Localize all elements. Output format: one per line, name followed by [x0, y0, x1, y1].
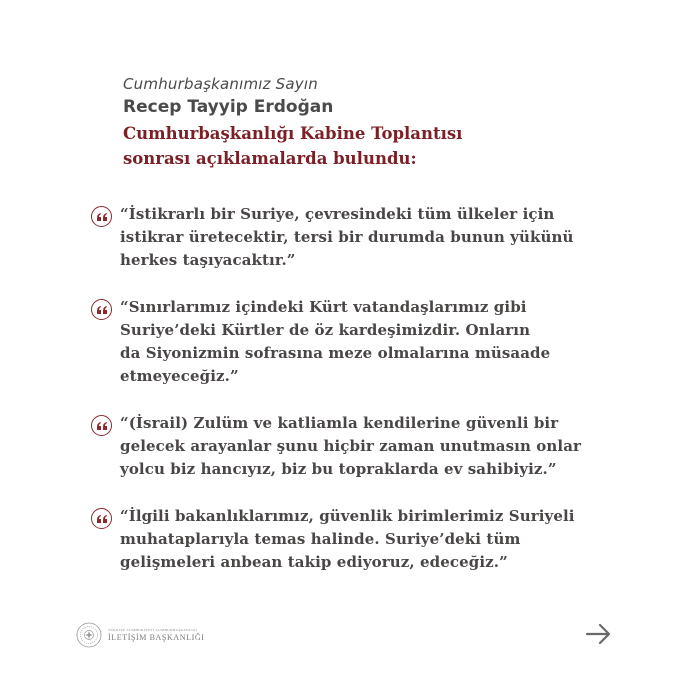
quote-icon	[91, 206, 112, 227]
quote-text: “İlgili bakanlıklarımız, güvenlik birimlerimiz Suriyeli muhataplarıyla temas halinde. Suriye’deki tüm gelişmeleri anbean takip ediyoruz, edeceğiz.”	[120, 507, 575, 571]
quote-icon	[91, 508, 112, 529]
headline: Cumhurbaşkanlığı Kabine Toplantısı sonrası açıklamalarda bulundu:	[123, 124, 463, 168]
logo-main-text: İLETİŞİM BAŞKANLIĞI	[108, 632, 205, 642]
speaker-name: Recep Tayyip Erdoğan	[123, 97, 334, 117]
quote-item	[91, 296, 611, 388]
subtitle: Cumhurbaşkanımız Sayın	[123, 75, 318, 93]
quote-item	[91, 412, 611, 481]
arrow-right-icon[interactable]	[585, 620, 613, 648]
quote-list	[91, 203, 611, 574]
quote-icon	[91, 415, 112, 436]
quote-text: “Sınırlarımız içindeki Kürt vatandaşlarımız gibi Suriye’deki Kürtler de öz kardeşimizdir. Onların da Siyonizmin sofrasına meze olmalarına müsaade etmeyeceğiz.”	[120, 298, 551, 385]
quote-item	[91, 505, 611, 574]
iletisim-baskanligi-logo	[76, 622, 205, 648]
quote-icon	[91, 299, 112, 320]
quote-item	[91, 203, 611, 272]
logo-small-text: TÜRKİYE CUMHURİYETİ CUMHURBAŞKANLIĞI	[108, 627, 198, 632]
quote-text: “İstikrarlı bir Suriye, çevresindeki tüm ülkeler için istikrar üretecektir, tersi bir durumda bunun yükünü herkes taşıyacaktır.”	[120, 205, 574, 269]
post-header	[123, 74, 643, 171]
seal-icon	[76, 622, 102, 648]
quote-text: “(İsrail) Zulüm ve katliamla kendilerine güvenli bir gelecek arayanlar şunu hiçbir zaman unutmasın onlar yolcu biz hancıyız, biz bu topraklarda ev sahibiyiz.”	[120, 414, 582, 478]
